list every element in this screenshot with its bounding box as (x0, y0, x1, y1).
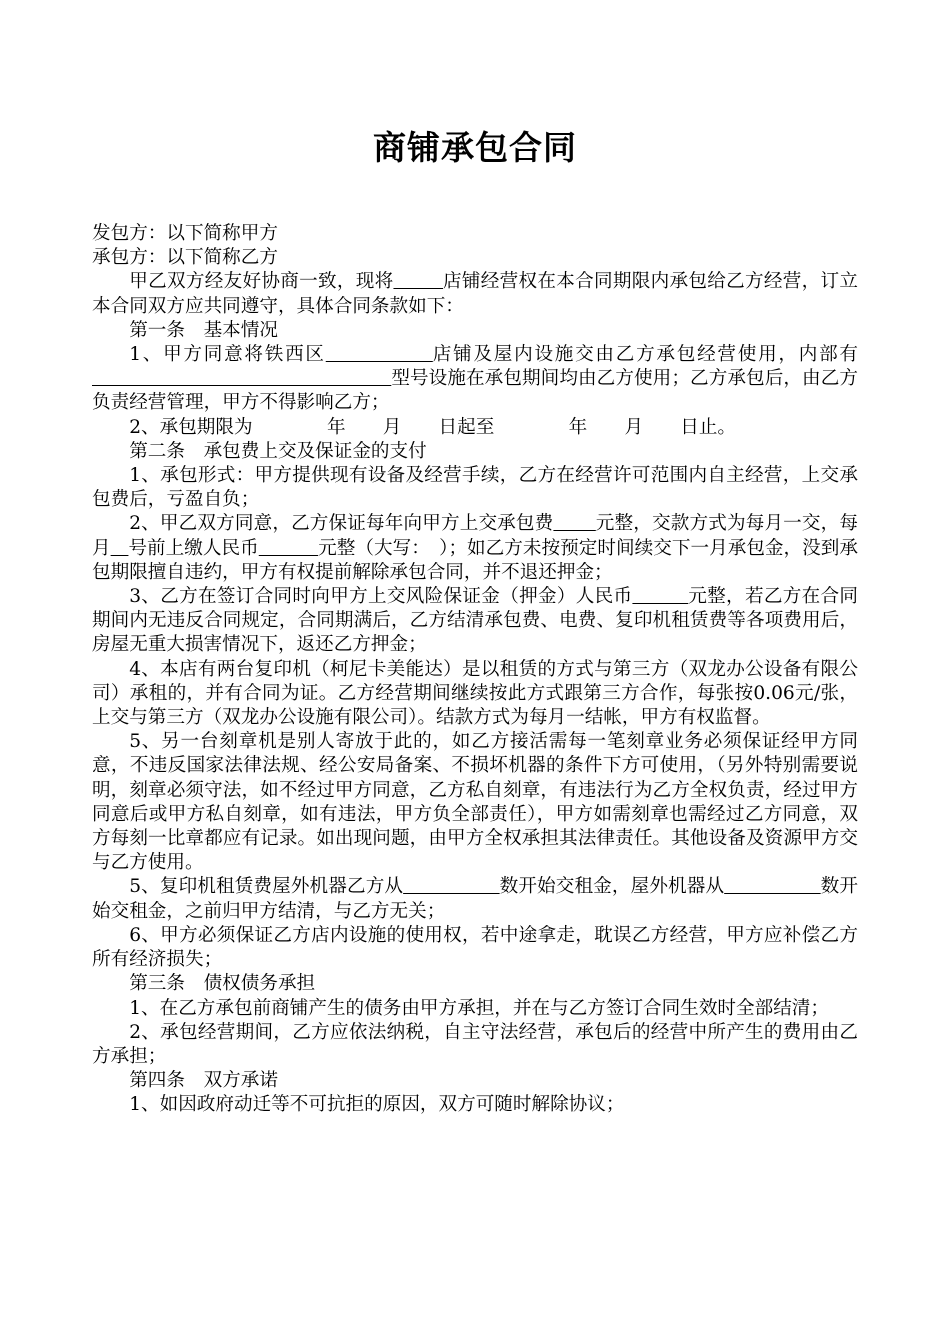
document-body (92, 222, 858, 1118)
paragraph-text: 1、在乙方承包前商铺产生的债务由甲方承担，并在与乙方签订合同生效时全部结清； (129, 997, 829, 1019)
paragraph-text: 2、承包期限为 年 月 日起至 年 月 日止。 (129, 416, 737, 438)
paragraph (92, 658, 858, 731)
paragraph-text: 店铺经营权在本合同期限内承包给乙方经营，订立本合同双方应共同遵守，具体合同条款如下： (92, 271, 858, 317)
paragraph (92, 416, 858, 440)
paragraph (92, 1093, 858, 1117)
fill-in-blank (259, 538, 318, 559)
paragraph-text: 5、复印机租赁费屋外机器乙方从 (129, 876, 404, 898)
paragraph (92, 440, 858, 464)
paragraph (92, 875, 858, 923)
paragraph-text: 数开始交租金，之前归甲方结清，与乙方无关； (92, 876, 858, 922)
paragraph (92, 270, 858, 318)
paragraph (92, 924, 858, 972)
paragraph-text: 甲乙双方经友好协商一致，现将 (129, 271, 394, 293)
paragraph (92, 464, 858, 512)
paragraph-text: 第二条 承包费上交及保证金的支付 (129, 440, 427, 462)
paragraph-text: 店铺及屋内设施交由乙方承包经营使用，内部有 (432, 344, 858, 366)
paragraph (92, 585, 858, 658)
paragraph (92, 512, 858, 585)
fill-in-blank (92, 368, 391, 389)
paragraph (92, 343, 858, 416)
paragraph (92, 319, 858, 343)
fill-in-blank (553, 513, 595, 534)
document-title: 商铺承包合同 (373, 128, 577, 167)
paragraph (92, 997, 858, 1021)
fill-in-blank (724, 876, 820, 897)
paragraph-text: 元整，若乙方在合同期间内无违反合同规定，合同期满后，乙方结清承包费、电费、复印机租赁费等各项费用后，房屋无重大损害情况下，返还乙方押金； (92, 586, 858, 656)
paragraph-text: 1、甲方同意将铁西区 (129, 344, 326, 366)
paragraph-text: 4、本店有两台复印机（柯尼卡美能达）是以租赁的方式与第三方（双龙办公设备有限公司）承租的，并有合同为证。乙方经营期间继续按此方式跟第三方合作，每张按0.06元/张，上交与第三方（双龙办公设施有限公司）。结款方式为每月一结帐，甲方有权监督。 (92, 658, 858, 729)
paragraph-text: 数开始交租金，屋外机器从 (499, 876, 725, 898)
paragraph (92, 1021, 858, 1069)
paragraph (92, 730, 858, 875)
paragraph-text: 承包方：以下简称乙方 (92, 247, 278, 269)
paragraph-text: 1、如因政府动迁等不可抗拒的原因，双方可随时解除协议； (129, 1094, 625, 1116)
fill-in-blank (111, 538, 129, 559)
fill-in-blank (632, 586, 688, 607)
paragraph-text: 5、另一台刻章机是别人寄放于此的，如乙方接活需每一笔刻章业务必须保证经甲方同意，不违反国家法律法规、经公安局备案、不损坏机器的条件下方可使用，（另外特别需要说明，刻章必须守法，如不经过甲方同意，乙方私自刻章，有违法行为乙方全权负责，经过甲方同意后或甲方私自刻章，如有违法，甲方负全部责任），甲方如需刻章也需经过乙方同意，双方每刻一比章都应有记录。如出现问题，由甲方全权承担其法律责任。其他设备及资源甲方交与乙方使用。 (92, 731, 858, 874)
paragraph-text: 元整，交款方式为每月一交，每月 (92, 513, 858, 559)
paragraph-text: 3、乙方在签订合同时向甲方上交风险保证金（押金）人民币 (129, 586, 633, 608)
fill-in-blank (326, 344, 433, 365)
paragraph-text: 第四条 双方承诺 (129, 1070, 278, 1092)
fill-in-blank (403, 876, 499, 897)
paragraph-text: 2、甲乙双方同意，乙方保证每年向甲方上交承包费 (129, 513, 554, 535)
paragraph-text: 第一条 基本情况 (129, 319, 278, 341)
paragraph-text: 1、承包形式：甲方提供现有设备及经营手续，乙方在经营许可范围内自主经营，上交承包费后，亏盈自负； (92, 465, 858, 511)
fill-in-blank (393, 271, 443, 292)
paragraph (92, 222, 858, 246)
paragraph-text: 元整（大写： ）；如乙方未按预定时间续交下一月承包金，没到承包期限擅自违约，甲方有权提前解除承包合同，并不退还押金； (92, 537, 858, 583)
paragraph (92, 972, 858, 996)
paragraph-text: 号前上缴人民币 (128, 537, 259, 559)
paragraph (92, 246, 858, 270)
paragraph-text: 型号设施在承包期间均由乙方使用；乙方承包后，由乙方负责经营管理，甲方不得影响乙方； (92, 368, 858, 414)
paragraph (92, 1069, 858, 1093)
paragraph-text: 发包方：以下简称甲方 (92, 223, 278, 244)
paragraph-text: 第三条 债权债务承担 (129, 973, 316, 995)
paragraph-text: 2、承包经营期间，乙方应依法纳税，自主守法经营，承包后的经营中所产生的费用由乙方承担； (92, 1021, 858, 1067)
paragraph-text: 6、甲方必须保证乙方店内设施的使用权，若中途拿走，耽误乙方经营，甲方应补偿乙方所有经济损失； (92, 924, 858, 971)
